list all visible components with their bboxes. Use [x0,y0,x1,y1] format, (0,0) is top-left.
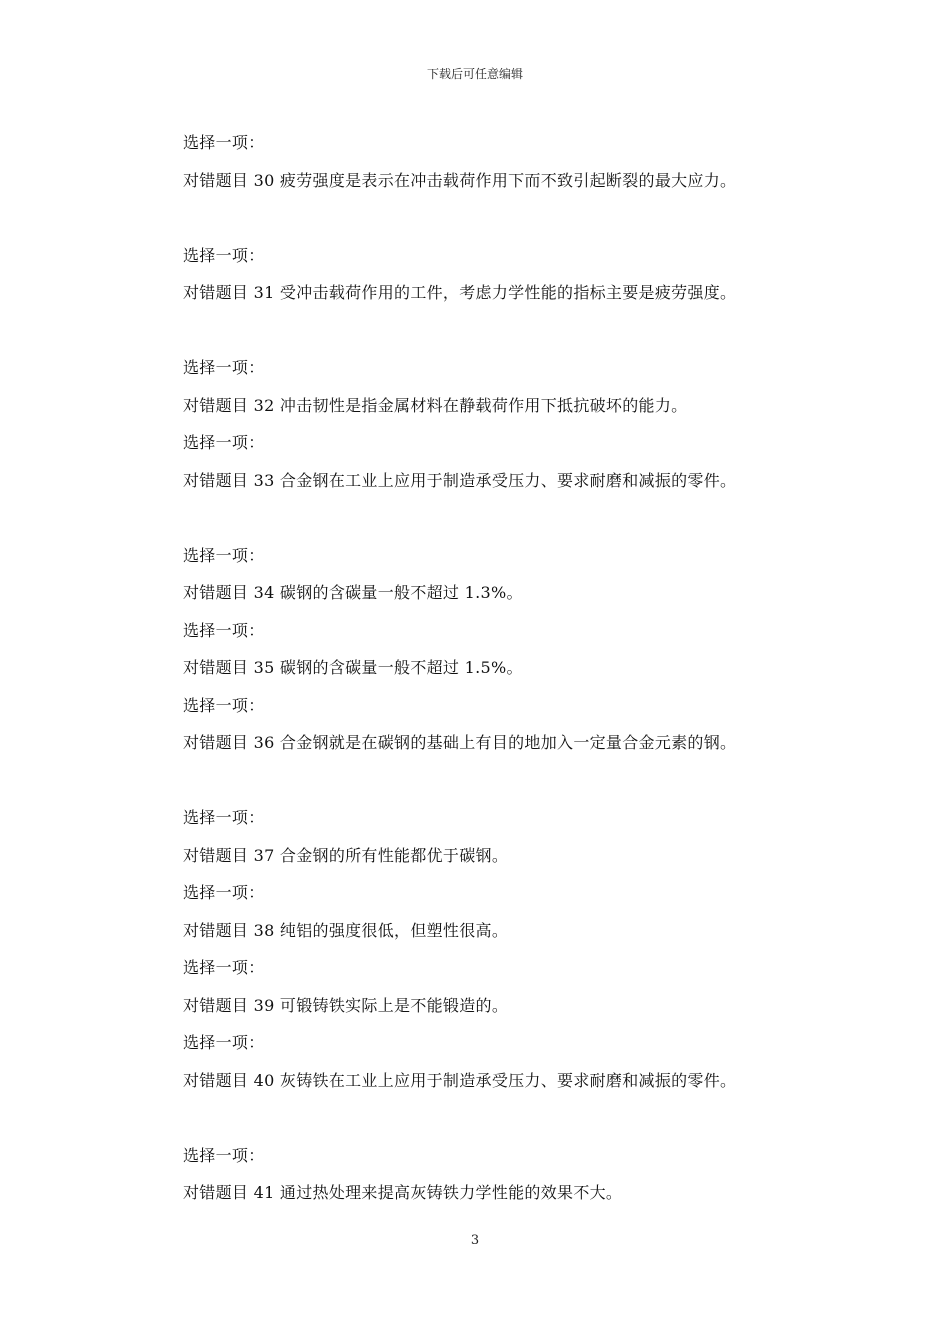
question-text: 对错题目 31 受冲击载荷作用的工件，考虑力学性能的指标主要是疲劳强度。 [183,283,737,302]
choice-label: 选择一项： [183,545,265,565]
choice-label: 选择一项： [183,958,265,977]
question-text: 对错题目 41 通过热处理来提高灰铸铁力学性能的效果不大。 [183,1183,623,1202]
question-text: 对错题目 39 可锻铸铁实际上是不能锻造的。 [183,995,509,1015]
spacer [183,312,843,350]
spacer [183,199,843,237]
choice-label: 选择一项： [183,358,265,377]
choice-label: 选择一项： [183,808,265,827]
choice-label: 选择一项： [183,695,265,715]
document-body [183,124,843,1212]
question-text: 对错题目 37 合金钢的所有性能都优于碳钢。 [183,845,509,865]
question-text: 对错题目 30 疲劳强度是表示在冲击载荷作用下而不致引起断裂的最大应力。 [183,170,737,190]
question-text: 对错题目 33 合金钢在工业上应用于制造承受压力、要求耐磨和减振的零件。 [183,470,737,490]
choice-label: 选择一项： [183,883,265,902]
choice-label: 选择一项： [183,1033,265,1052]
choice-label: 选择一项： [183,620,265,640]
page-number: 3 [470,1233,480,1248]
question-text: 对错题目 36 合金钢就是在碳钢的基础上有目的地加入一定量合金元素的钢。 [183,733,737,752]
question-text: 对错题目 38 纯铝的强度很低，但塑性很高。 [183,920,509,940]
page-header: 下载后可任意编辑 [426,67,523,81]
spacer [183,499,843,537]
choice-label: 选择一项： [183,1145,265,1165]
choice-label: 选择一项： [183,433,265,452]
spacer [183,762,843,800]
question-text: 对错题目 34 碳钢的含碳量一般不超过 1.3%。 [183,583,523,602]
choice-label: 选择一项： [183,245,265,265]
question-text: 对错题目 40 灰铸铁在工业上应用于制造承受压力、要求耐磨和减振的零件。 [183,1070,737,1090]
spacer [183,1099,843,1137]
choice-label: 选择一项： [183,133,265,152]
question-text: 对错题目 32 冲击韧性是指金属材料在静载荷作用下抵抗破坏的能力。 [183,395,688,415]
question-text: 对错题目 35 碳钢的含碳量一般不超过 1.5%。 [183,658,523,677]
